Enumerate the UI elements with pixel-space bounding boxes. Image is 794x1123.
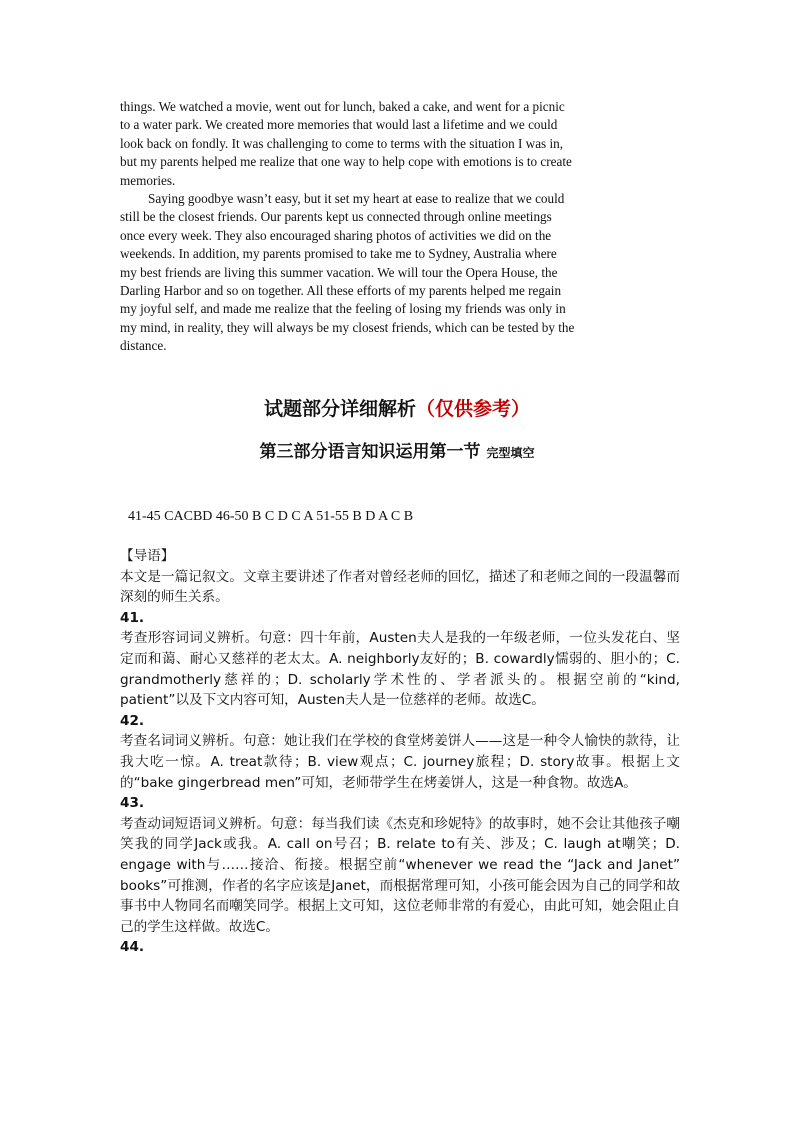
- essay-line: still be the closest friends. Our parents kept us connected through online meetings: [120, 209, 552, 225]
- essay-line: to a water park. We created more memories that would last a lifetime and we could: [120, 117, 558, 133]
- essay-line: but my parents helped me realize that one way to help cope with emotions is to create: [120, 154, 572, 170]
- essay-line: look back on fondly. It was challenging to come to terms with the situation I was in,: [120, 135, 564, 151]
- essay-line: Saying goodbye wasn’t easy, but it set my heart at ease to realize that we could: [148, 191, 565, 207]
- essay-line: distance.: [120, 338, 167, 354]
- essay-line: my mind, in reality, they will always be my closest friends, which can be tested by the: [120, 319, 575, 335]
- guide-label: 【导语】: [120, 548, 175, 564]
- section-heading-main: 第三部分语言知识运用第一节: [259, 442, 481, 462]
- essay-line: things. We watched a movie, went out for lunch, baked a cake, and went for a picnic: [120, 99, 565, 114]
- question-number: 44.: [120, 939, 145, 956]
- guide-text: 本文是一篇记叙文。文章主要讲述了作者对曾经老师的回忆，描述了和老师之间的一段温馨而深刻的师生关系。: [120, 568, 680, 606]
- reference-only-note: （仅供参考）: [416, 398, 531, 420]
- essay-line: Darling Harbor and so on together. All these efforts of my parents helped me regain: [120, 283, 562, 299]
- answer-key: 41-45 CACBD 46-50 B C D C A 51-55 B D A C B: [128, 509, 414, 524]
- essay-paragraph-2: [120, 190, 676, 356]
- essay-line: memories.: [120, 172, 176, 188]
- question-explanation: 考查形容词词义辨析。句意：四十年前，Austen夫人是我的一年级老师，一位头发花白、坚定而和蔼、耐心又慈祥的老太太。A. neighborly友好的；B. cowardly懦弱的、胆小的；C. grandmotherly慈祥的；D. scholarly学术性的、学者派头的。根据空前的“kind, patient”以及下文内容可知，Austen夫人是一位慈祥的老师。故选C。: [120, 630, 680, 709]
- analysis-body: [120, 546, 680, 958]
- question-explanation: 考查动词短语词义辨析。句意：每当我们读《杰克和珍妮特》的故事时，她不会让其他孩子嘲笑我的同学Jack或我。A. call on号召；B. relate to有关、涉及；C. laugh at嘲笑；D. engage with与……接洽、衔接。根据空前“whenever we read the “Jack and Janet” books”可推测，作者的名字应该是Janet，而根据常理可知，小孩可能会因为自己的同学和故事书中人物同名而嘲笑同学。根据上文可知，这位老师非常的有爱心，由此可知，她会阻止自己的学生这样做。故选C。: [120, 815, 680, 935]
- question-explanation: 考查名词词义辨析。句意：她让我们在学校的食堂烤姜饼人——这是一种令人愉快的款待，让我大吃一惊。A. treat款待；B. view观点；C. journey旅程；D. story故事。根据上文的“bake gingerbread men”可知，老师带学生在烤姜饼人，这是一种食物。故选A。: [120, 733, 680, 791]
- question-number: 41.: [120, 609, 145, 626]
- question-number: 42.: [120, 712, 145, 729]
- essay-paragraph-1: [120, 98, 676, 190]
- analysis-title-main: 试题部分详细解析: [263, 398, 416, 420]
- essay-line: once every week. They also encouraged sharing photos of activities we did on the: [120, 227, 552, 243]
- section-heading: [0, 437, 794, 462]
- question-number: 43.: [120, 795, 145, 812]
- essay-line: weekends. In addition, my parents promised to take me to Sydney, Australia where: [120, 246, 557, 262]
- essay-line: my best friends are living this summer vacation. We will tour the Opera House, the: [120, 264, 558, 280]
- essay-line: my joyful self, and made me realize that the feeling of losing my friends was only in: [120, 301, 566, 317]
- essay-text: [120, 98, 676, 356]
- section-heading-sub: 完型填空: [486, 446, 535, 460]
- analysis-title: [0, 394, 794, 421]
